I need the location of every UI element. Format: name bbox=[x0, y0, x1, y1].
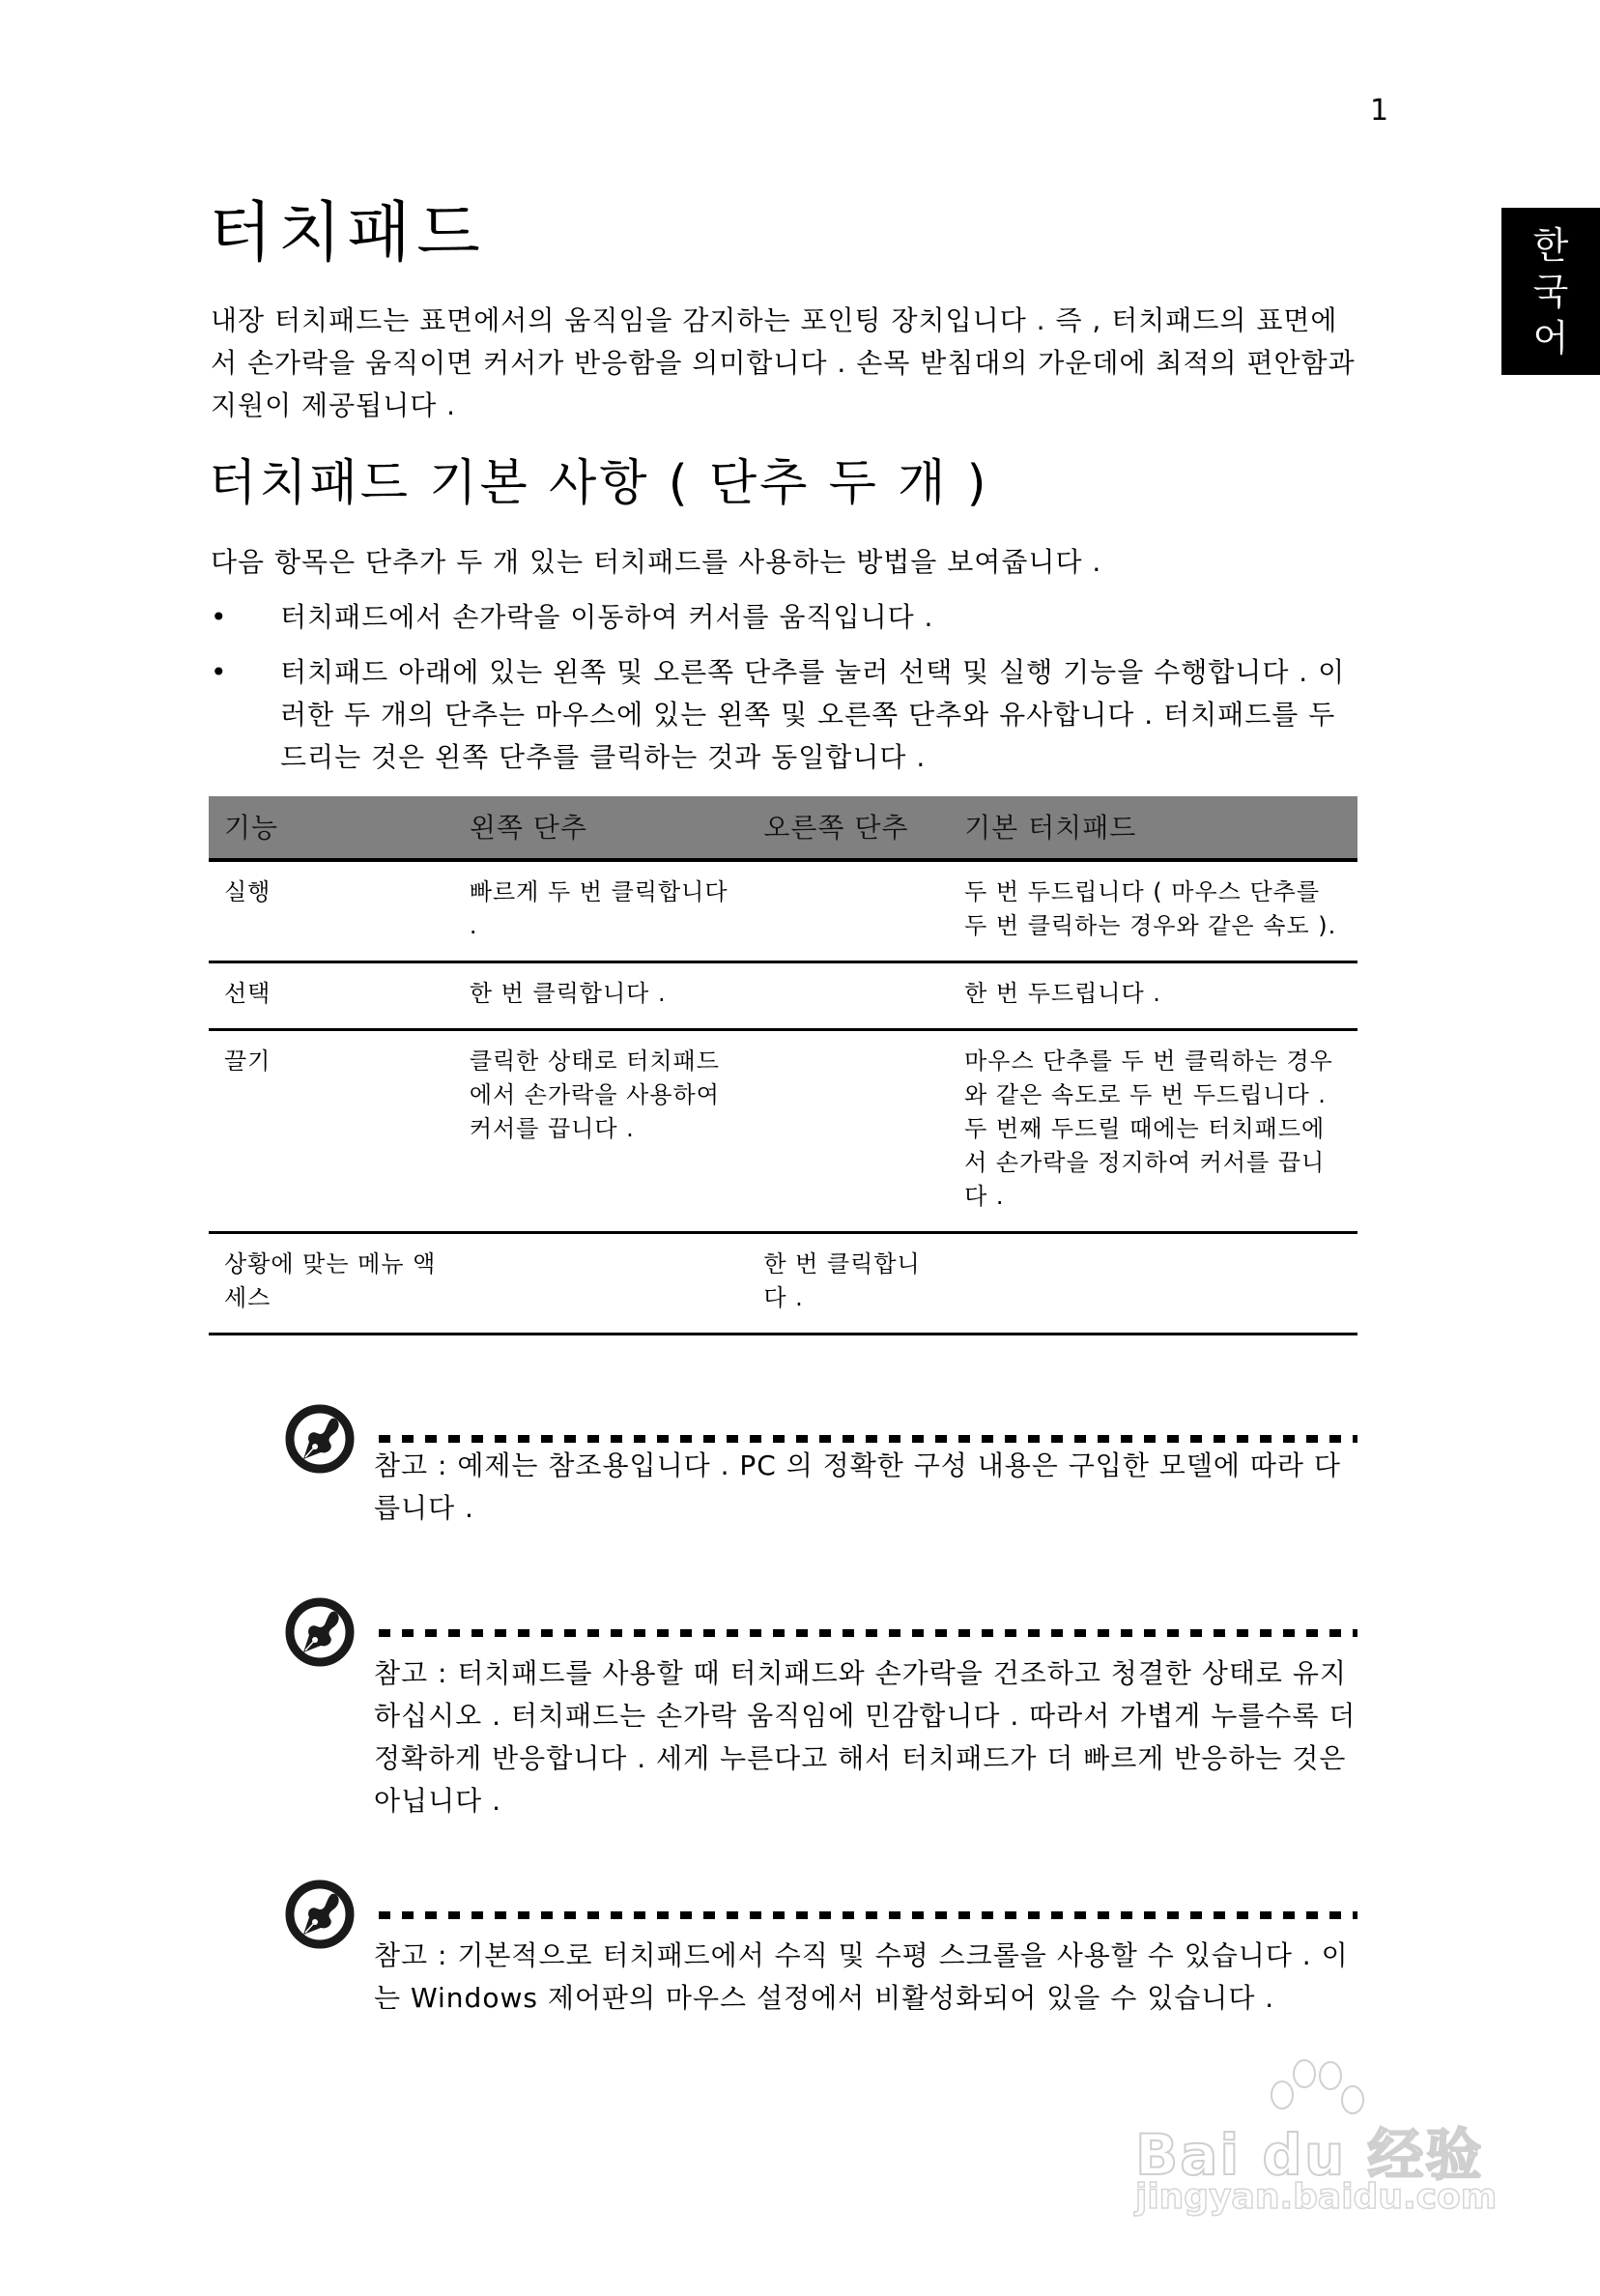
column-header-main-touchpad: 기본 터치패드 bbox=[949, 796, 1357, 860]
table-cell bbox=[748, 1030, 949, 1233]
table-cell bbox=[454, 1233, 749, 1335]
table-row bbox=[209, 962, 1357, 1030]
language-tab-char: 어 bbox=[1532, 316, 1569, 359]
pen-nib-note-icon bbox=[285, 1404, 355, 1474]
table-cell: 실행 bbox=[209, 860, 454, 962]
table-row bbox=[209, 860, 1357, 962]
table-cell: 상황에 맞는 메뉴 액세스 bbox=[209, 1233, 454, 1335]
language-tab-char: 국 bbox=[1532, 270, 1569, 313]
table-cell: 선택 bbox=[209, 962, 454, 1030]
bullet-icon: • bbox=[211, 656, 228, 688]
bullet-text: 터치패드에서 손가락을 이동하여 커서를 움직입니다 . bbox=[280, 601, 934, 633]
table-cell bbox=[949, 1233, 1357, 1335]
page-number: 1 bbox=[1370, 94, 1389, 128]
table-cell: 한 번 두드립니다 . bbox=[949, 962, 1357, 1030]
touchpad-functions-table bbox=[209, 796, 1357, 1335]
language-tab-char: 한 bbox=[1532, 223, 1569, 267]
table-row bbox=[209, 1233, 1357, 1335]
watermark-logo: Bai du 经验 bbox=[1135, 2122, 1484, 2188]
table-cell: 한 번 클릭합니다 . bbox=[454, 962, 749, 1030]
column-header-function: 기능 bbox=[209, 796, 454, 860]
column-header-left-button: 왼쪽 단추 bbox=[454, 796, 749, 860]
bullet-icon: • bbox=[211, 601, 228, 633]
table-cell: 끌기 bbox=[209, 1030, 454, 1233]
dashed-divider bbox=[379, 1911, 1357, 1919]
table-cell bbox=[748, 860, 949, 962]
table-cell: 한 번 클릭합니다 . bbox=[748, 1233, 949, 1335]
table-cell: 두 번 두드립니다 ( 마우스 단추를 두 번 클릭하는 경우와 같은 속도 ). bbox=[949, 860, 1357, 962]
pen-nib-note-icon bbox=[285, 1880, 355, 1949]
table-cell bbox=[748, 962, 949, 1030]
note-text: 참고 : 예제는 참조용입니다 . PC 의 정확한 구성 내용은 구입한 모델에 따라 다릅니다 . bbox=[374, 1449, 1341, 1524]
language-tab bbox=[1501, 208, 1600, 375]
table-row bbox=[209, 1030, 1357, 1233]
bullet-item bbox=[211, 596, 1360, 639]
intro-paragraph: 내장 터치패드는 표면에서의 움직임을 감지하는 포인팅 장치입니다 . 즉 , 터치패드의 표면에서 손가락을 움직이면 커서가 반응함을 의미합니다 . 손목 받침대의 가운데에 최적의 편안함과 지원이 제공됩니다 . bbox=[211, 304, 1356, 421]
page-title: 터치패드 bbox=[209, 195, 486, 272]
section-heading: 터치패드 기본 사항 ( 단추 두 개 ) bbox=[209, 455, 989, 512]
bullet-item bbox=[211, 651, 1360, 779]
watermark-url: jingyan.baidu.com bbox=[1135, 2177, 1498, 2217]
table-cell: 빠르게 두 번 클릭합니다 . bbox=[454, 860, 749, 962]
baidu-watermark bbox=[1135, 2056, 1512, 2240]
note-text: 참고 : 기본적으로 터치패드에서 수직 및 수평 스크롤을 사용할 수 있습니다 . 이는 Windows 제어판의 마우스 설정에서 비활성화되어 있을 수 있습니다 . bbox=[374, 1939, 1349, 2014]
pen-nib-note-icon bbox=[285, 1597, 355, 1667]
column-header-right-button: 오른쪽 단추 bbox=[748, 796, 949, 860]
table-cell: 마우스 단추를 두 번 클릭하는 경우와 같은 속도로 두 번 두드립니다 . 두 번째 두드릴 때에는 터치패드에서 손가락을 정지하여 커서를 끕니다 . bbox=[949, 1030, 1357, 1233]
section-lead: 다음 항목은 단추가 두 개 있는 터치패드를 사용하는 방법을 보여줍니다 . bbox=[211, 546, 1102, 578]
note-text: 참고 : 터치패드를 사용할 때 터치패드와 손가락을 건조하고 청결한 상태로 유지하십시오 . 터치패드는 손가락 움직임에 민감합니다 . 따라서 가볍게 누를수록 더 정확하게 반응합니다 . 세게 누른다고 해서 터치패드가 더 빠르게 반응하는 것은 아닙니다 . bbox=[374, 1657, 1357, 1817]
dashed-divider bbox=[379, 1435, 1357, 1443]
dashed-divider bbox=[379, 1629, 1357, 1637]
table-cell: 클릭한 상태로 터치패드에서 손가락을 사용하여 커서를 끕니다 . bbox=[454, 1030, 749, 1233]
bullet-text: 터치패드 아래에 있는 왼쪽 및 오른쪽 단추를 눌러 선택 및 실행 기능을 수행합니다 . 이러한 두 개의 단추는 마우스에 있는 왼쪽 및 오른쪽 단추와 유사합니다 . 터치패드를 두드리는 것은 왼쪽 단추를 클릭하는 것과 동일합니다 . bbox=[280, 656, 1346, 773]
bullet-list bbox=[211, 596, 1360, 791]
table-header-row bbox=[209, 796, 1357, 860]
